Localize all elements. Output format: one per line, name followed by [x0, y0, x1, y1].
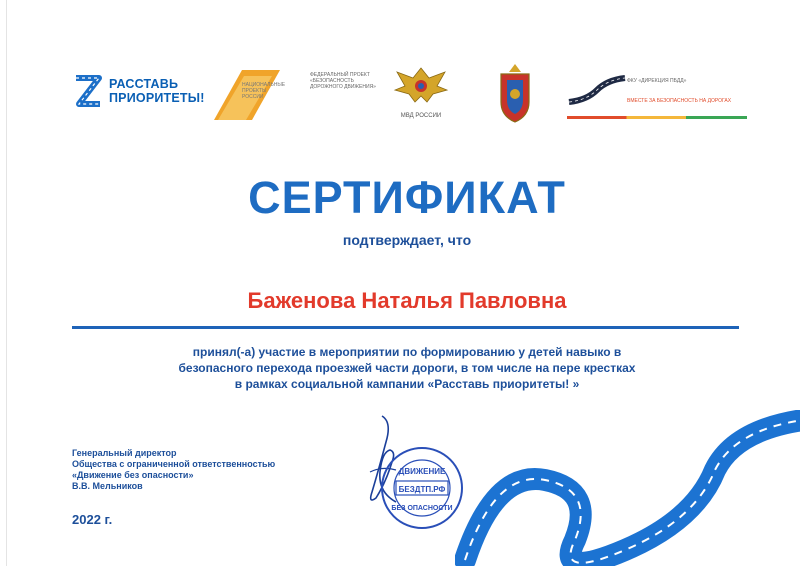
- certificate-body: [147, 344, 667, 392]
- rp-line1: РАССТАВЬ: [109, 77, 179, 91]
- stamp-icon: [380, 446, 464, 530]
- stamp-top-text: ДВИЖЕНИЕ: [398, 467, 446, 476]
- mvd-logo: [389, 62, 453, 119]
- body-line-2: безопасного перехода проезжей части дороги, в том числе на пере крестках: [178, 361, 636, 375]
- rasstav-z-icon: [73, 72, 103, 110]
- dir-caption1: ФКУ «ДИРЕКЦИЯ ПБДД»: [627, 78, 687, 84]
- signatory-line-4: В.В. Мельников: [72, 481, 143, 491]
- gibdd-emblem: [495, 62, 535, 126]
- certificate-year: 2022 г.: [72, 512, 113, 527]
- signatory-line-2: Общества с ограниченной ответственностью: [72, 459, 276, 469]
- stamp-bottom-text: БЕЗ ОПАСНОСТИ: [391, 505, 453, 512]
- certificate-sheet: [6, 0, 799, 566]
- road-decoration: [455, 410, 800, 566]
- recipient-name: Баженова Наталья Павловна: [247, 288, 567, 313]
- body-line-3: в рамках социальной кампании «Расставь приоритеты! »: [234, 377, 580, 391]
- dir-caption2: ВМЕСТЕ ЗА БЕЗОПАСНОСТЬ НА ДОРОГАХ: [627, 98, 732, 104]
- logo-strip: [7, 62, 800, 132]
- certificate-title: СЕРТИФИКАТ: [248, 172, 566, 223]
- body-line-1: принял(-а) участие в мероприятии по формированию у детей навыко в: [192, 345, 622, 359]
- rasstav-prioritety-logo: [73, 72, 205, 110]
- certificate-subtitle: подтверждает, что: [342, 232, 472, 248]
- signatory-block: [72, 448, 275, 492]
- rp-line2: ПРИОРИТЕТЫ!: [109, 91, 205, 105]
- np-text: НАЦИОНАЛЬНЫЕ ПРОЕКТЫ РОССИИ: [242, 82, 286, 100]
- organization-stamp: [380, 446, 464, 530]
- mvd-caption: МВД РОССИИ: [400, 113, 442, 119]
- road-swoosh-icon: [567, 72, 627, 106]
- stamp-center-text: БЕЗДТП.РФ: [398, 485, 446, 494]
- divider-line: [72, 326, 739, 329]
- national-projects-logo: [212, 64, 286, 122]
- signatory-line-1: Генеральный директор: [72, 448, 177, 458]
- double-eagle-icon: [391, 62, 451, 106]
- signatory-line-3: «Движение без опасности»: [72, 470, 194, 480]
- shield-emblem-icon: [495, 62, 535, 126]
- direction-pbdd-logo: [567, 72, 747, 112]
- bdd-project-text: ФЕДЕРАЛЬНЫЙ ПРОЕКТ «БЕЗОПАСНОСТЬ ДОРОЖНОГО ДВИЖЕНИЯ»: [310, 72, 376, 90]
